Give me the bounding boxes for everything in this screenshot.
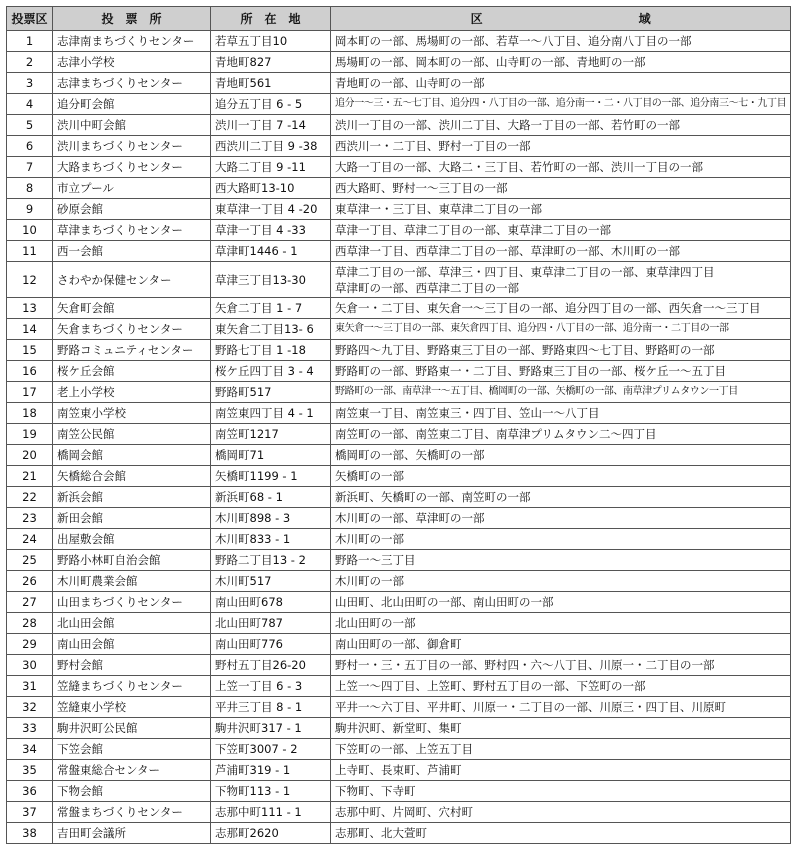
table-row (7, 823, 791, 844)
row-area (331, 424, 791, 445)
table-row (7, 403, 791, 424)
row-area (331, 157, 791, 178)
row-address: 南山田町776 (211, 634, 331, 655)
row-area (331, 445, 791, 466)
row-area (331, 115, 791, 136)
row-place: 南笠東小学校 (53, 403, 211, 424)
row-area (331, 319, 791, 340)
row-area (331, 550, 791, 571)
row-address: 草津三丁目13-30 (211, 262, 331, 298)
row-area-line: 野路四～九丁目、野路東三丁目の一部、野路東四～七丁目、野路町の一部 (335, 343, 715, 357)
row-area-line: 青地町の一部、山寺町の一部 (335, 76, 485, 90)
row-num: 24 (7, 529, 53, 550)
row-area (331, 73, 791, 94)
row-place: 渋川まちづくりセンター (53, 136, 211, 157)
table-row (7, 592, 791, 613)
row-num: 28 (7, 613, 53, 634)
row-area-line: 南山田町の一部、御倉町 (335, 637, 462, 651)
row-area (331, 487, 791, 508)
row-place: 追分町会館 (53, 94, 211, 115)
row-address: 西渋川二丁目 9 -38 (211, 136, 331, 157)
row-num: 33 (7, 718, 53, 739)
row-area (331, 655, 791, 676)
row-area-line: 下笠町の一部、上笠五丁目 (335, 742, 473, 756)
row-num: 2 (7, 52, 53, 73)
table-row (7, 781, 791, 802)
row-place: 志津南まちづくりセンター (53, 31, 211, 52)
table-row (7, 718, 791, 739)
row-area (331, 403, 791, 424)
row-area (331, 760, 791, 781)
table-row (7, 571, 791, 592)
row-address: 野路二丁目13 - 2 (211, 550, 331, 571)
table-row (7, 241, 791, 262)
row-place: 矢橋総合会館 (53, 466, 211, 487)
table-row (7, 697, 791, 718)
table-row (7, 73, 791, 94)
row-area-line: 東草津一・三丁目、東草津二丁目の一部 (335, 202, 542, 216)
row-num: 10 (7, 220, 53, 241)
row-area-line: 志那中町、片岡町、穴村町 (335, 805, 473, 819)
table-row (7, 382, 791, 403)
row-num: 32 (7, 697, 53, 718)
row-area (331, 241, 791, 262)
row-area (331, 31, 791, 52)
row-num: 6 (7, 136, 53, 157)
row-address: 野村五丁目26-20 (211, 655, 331, 676)
table-row (7, 115, 791, 136)
row-area-line: 東矢倉一～三丁目の一部、東矢倉四丁目、追分四・八丁目の一部、追分南一・二丁目の一部 (335, 323, 729, 334)
row-num: 38 (7, 823, 53, 844)
row-area (331, 613, 791, 634)
row-area-line: 上寺町、長束町、芦浦町 (335, 763, 462, 777)
row-place: 下笠会館 (53, 739, 211, 760)
row-num: 12 (7, 262, 53, 298)
row-num: 30 (7, 655, 53, 676)
row-area-line: 馬場町の一部、岡本町の一部、山寺町の一部、青地町の一部 (335, 55, 646, 69)
table-row (7, 634, 791, 655)
row-place: 砂原会館 (53, 199, 211, 220)
row-area-line: 追分一～三・五～七丁目、追分四・八丁目の一部、追分南一・二・八丁目の一部、追分南三～七・九丁目 (335, 98, 787, 109)
row-place: 新浜会館 (53, 487, 211, 508)
row-place: 北山田会館 (53, 613, 211, 634)
row-area (331, 508, 791, 529)
row-address: 木川町898 - 3 (211, 508, 331, 529)
row-area-line: 西草津一丁目、西草津二丁目の一部、草津町の一部、木川町の一部 (335, 244, 680, 258)
row-address: 志那町2620 (211, 823, 331, 844)
table-row (7, 802, 791, 823)
row-area-line: 草津町の一部、西草津二丁目の一部 (335, 280, 519, 295)
row-place: 草津まちづくりセンター (53, 220, 211, 241)
table-row (7, 361, 791, 382)
row-area-line: 北山田町の一部 (335, 616, 416, 630)
row-area (331, 136, 791, 157)
row-place: 木川町農業会館 (53, 571, 211, 592)
table-row (7, 298, 791, 319)
row-area-line: 野村一・三・五丁目の一部、野村四・六～八丁目、川原一・二丁目の一部 (335, 658, 715, 672)
header-row (7, 7, 791, 31)
row-area (331, 178, 791, 199)
row-area-line: 南笠東一丁目、南笠東三・四丁目、笠山一～八丁目 (335, 406, 600, 420)
row-address: 北山田町787 (211, 613, 331, 634)
row-area (331, 466, 791, 487)
row-area-line: 野路町の一部、野路東一・二丁目、野路東三丁目の一部、桜ケ丘一～五丁目 (335, 364, 726, 378)
row-num: 11 (7, 241, 53, 262)
row-area-line: 橋岡町の一部、矢橋町の一部 (335, 448, 485, 462)
row-area (331, 697, 791, 718)
row-area-line: 木川町の一部、草津町の一部 (335, 511, 485, 525)
row-address: 下物町113 - 1 (211, 781, 331, 802)
row-area (331, 571, 791, 592)
row-area-line: 下物町、下寺町 (335, 784, 416, 798)
row-address: 草津町1446 - 1 (211, 241, 331, 262)
row-place: 大路まちづくりセンター (53, 157, 211, 178)
row-place: 志津まちづくりセンター (53, 73, 211, 94)
row-address: 東草津一丁目 4 -20 (211, 199, 331, 220)
row-address: 駒井沢町317 - 1 (211, 718, 331, 739)
row-address: 追分五丁目 6 - 5 (211, 94, 331, 115)
row-area-line: 西大路町、野村一～三丁目の一部 (335, 181, 508, 195)
row-num: 17 (7, 382, 53, 403)
header-address: 所 在 地 (211, 7, 331, 31)
row-area-line: 矢倉一・二丁目、東矢倉一～三丁目の一部、追分四丁目の一部、西矢倉一～三丁目 (335, 301, 761, 315)
row-place: 南山田会館 (53, 634, 211, 655)
row-area (331, 361, 791, 382)
row-address: 南山田町678 (211, 592, 331, 613)
row-num: 16 (7, 361, 53, 382)
row-area-line: 上笠一～四丁目、上笠町、野村五丁目の一部、下笠町の一部 (335, 679, 646, 693)
row-area-line: 平井一～六丁目、平井町、川原一・二丁目の一部、川原三・四丁目、川原町 (335, 700, 726, 714)
table-row (7, 739, 791, 760)
row-area-line: 山田町、北山田町の一部、南山田町の一部 (335, 595, 554, 609)
row-address: 桜ケ丘四丁目 3 - 4 (211, 361, 331, 382)
row-area (331, 823, 791, 844)
row-place: 駒井沢町公民館 (53, 718, 211, 739)
row-num: 4 (7, 94, 53, 115)
row-address: 大路二丁目 9 -11 (211, 157, 331, 178)
table-row (7, 136, 791, 157)
row-place: 渋川中町会館 (53, 115, 211, 136)
row-address: 木川町833 - 1 (211, 529, 331, 550)
row-num: 29 (7, 634, 53, 655)
row-area (331, 592, 791, 613)
table-row (7, 31, 791, 52)
row-area (331, 94, 791, 115)
table-row (7, 424, 791, 445)
row-place: さわやか保健センター (53, 262, 211, 298)
row-place: 笠縫東小学校 (53, 697, 211, 718)
row-area (331, 676, 791, 697)
header-place: 投 票 所 (53, 7, 211, 31)
row-area-line: 駒井沢町、新堂町、集町 (335, 721, 462, 735)
row-num: 21 (7, 466, 53, 487)
row-address: 上笠一丁目 6 - 3 (211, 676, 331, 697)
row-address: 青地町827 (211, 52, 331, 73)
row-num: 20 (7, 445, 53, 466)
row-num: 34 (7, 739, 53, 760)
polling-station-table-wrap (6, 6, 791, 844)
row-num: 7 (7, 157, 53, 178)
row-place: 矢倉町会館 (53, 298, 211, 319)
row-address: 新浜町68 - 1 (211, 487, 331, 508)
row-area-line: 草津二丁目の一部、草津三・四丁目、東草津二丁目の一部、東草津四丁目 (335, 264, 715, 279)
row-area (331, 802, 791, 823)
row-num: 19 (7, 424, 53, 445)
row-address: 東矢倉二丁目13- 6 (211, 319, 331, 340)
row-area (331, 340, 791, 361)
row-place: 西一会館 (53, 241, 211, 262)
row-area-line: 南笠町の一部、南笠東二丁目、南草津プリムタウン二～四丁目 (335, 427, 657, 441)
header-area: 区 域 (331, 7, 791, 31)
row-place: 常盤まちづくりセンター (53, 802, 211, 823)
table-row (7, 676, 791, 697)
row-address: 下笠町3007 - 2 (211, 739, 331, 760)
table-row (7, 508, 791, 529)
row-place: 志津小学校 (53, 52, 211, 73)
row-address: 橋岡町71 (211, 445, 331, 466)
row-num: 9 (7, 199, 53, 220)
row-num: 14 (7, 319, 53, 340)
row-num: 15 (7, 340, 53, 361)
row-area-line: 渋川一丁目の一部、渋川二丁目、大路一丁目の一部、若竹町の一部 (335, 118, 680, 132)
row-place: 老上小学校 (53, 382, 211, 403)
row-area (331, 718, 791, 739)
row-place: 南笠公民館 (53, 424, 211, 445)
row-address: 南笠町1217 (211, 424, 331, 445)
row-address: 草津一丁目 4 -33 (211, 220, 331, 241)
polling-station-table (6, 6, 791, 844)
row-address: 南笠東四丁目 4 - 1 (211, 403, 331, 424)
row-place: 常盤東総合センター (53, 760, 211, 781)
row-address: 木川町517 (211, 571, 331, 592)
table-row (7, 319, 791, 340)
table-row (7, 613, 791, 634)
row-area-line: 草津一丁目、草津二丁目の一部、東草津二丁目の一部 (335, 223, 611, 237)
row-address: 平井三丁目 8 - 1 (211, 697, 331, 718)
row-area (331, 781, 791, 802)
row-area-line: 新浜町、矢橋町の一部、南笠町の一部 (335, 490, 531, 504)
row-place: 矢倉まちづくりセンター (53, 319, 211, 340)
row-area-line: 木川町の一部 (335, 532, 404, 546)
row-address: 志那中町111 - 1 (211, 802, 331, 823)
table-row (7, 655, 791, 676)
row-num: 13 (7, 298, 53, 319)
table-row (7, 340, 791, 361)
row-num: 8 (7, 178, 53, 199)
row-place: 出屋敷会館 (53, 529, 211, 550)
row-num: 18 (7, 403, 53, 424)
row-place: 山田まちづくりセンター (53, 592, 211, 613)
table-row (7, 157, 791, 178)
table-row (7, 466, 791, 487)
row-num: 36 (7, 781, 53, 802)
row-address: 野路町517 (211, 382, 331, 403)
table-row (7, 529, 791, 550)
row-place: 野路小林町自治会館 (53, 550, 211, 571)
table-row (7, 550, 791, 571)
table-row (7, 178, 791, 199)
row-place: 笠縫まちづくりセンター (53, 676, 211, 697)
row-num: 25 (7, 550, 53, 571)
row-address: 渋川一丁目 7 -14 (211, 115, 331, 136)
row-area (331, 529, 791, 550)
row-num: 35 (7, 760, 53, 781)
row-area-line: 野路町の一部、南草津一～五丁目、橋岡町の一部、矢橋町の一部、南草津プリムタウン一丁目 (335, 386, 738, 397)
row-num: 1 (7, 31, 53, 52)
row-area-line: 矢橋町の一部 (335, 469, 404, 483)
table-row (7, 445, 791, 466)
row-address: 青地町561 (211, 73, 331, 94)
table-row (7, 760, 791, 781)
table-row (7, 220, 791, 241)
row-num: 3 (7, 73, 53, 94)
row-address: 矢倉二丁目 1 - 7 (211, 298, 331, 319)
row-area (331, 298, 791, 319)
row-area-line: 木川町の一部 (335, 574, 404, 588)
row-num: 5 (7, 115, 53, 136)
row-area-line: 西渋川一・二丁目、野村一丁目の一部 (335, 139, 531, 153)
row-address: 矢橋町1199 - 1 (211, 466, 331, 487)
table-body (7, 31, 791, 844)
row-place: 新田会館 (53, 508, 211, 529)
row-num: 27 (7, 592, 53, 613)
header-num: 投票区 (7, 7, 53, 31)
row-address: 野路七丁目 1 -18 (211, 340, 331, 361)
row-place: 野路コミュニティセンター (53, 340, 211, 361)
row-place: 野村会館 (53, 655, 211, 676)
row-area (331, 262, 791, 298)
row-place: 下物会館 (53, 781, 211, 802)
row-address: 若草五丁目10 (211, 31, 331, 52)
table-row (7, 262, 791, 298)
table-row (7, 94, 791, 115)
row-area (331, 739, 791, 760)
table-row (7, 487, 791, 508)
row-area (331, 382, 791, 403)
row-num: 23 (7, 508, 53, 529)
row-num: 31 (7, 676, 53, 697)
row-area (331, 220, 791, 241)
row-num: 37 (7, 802, 53, 823)
row-address: 芦浦町319 - 1 (211, 760, 331, 781)
row-area-line: 大路一丁目の一部、大路二・三丁目、若竹町の一部、渋川一丁目の一部 (335, 160, 703, 174)
row-num: 26 (7, 571, 53, 592)
row-place: 桜ケ丘会館 (53, 361, 211, 382)
row-area (331, 52, 791, 73)
row-area-line: 野路一～三丁目 (335, 553, 416, 567)
row-area-line: 志那町、北大萱町 (335, 826, 427, 840)
table-row (7, 52, 791, 73)
table-row (7, 199, 791, 220)
row-place: 市立プール (53, 178, 211, 199)
row-num: 22 (7, 487, 53, 508)
row-area-line: 岡本町の一部、馬場町の一部、若草一～八丁目、追分南八丁目の一部 (335, 34, 692, 48)
row-place: 吉田町会議所 (53, 823, 211, 844)
row-area (331, 199, 791, 220)
row-place: 橋岡会館 (53, 445, 211, 466)
row-address: 西大路町13-10 (211, 178, 331, 199)
row-area (331, 634, 791, 655)
